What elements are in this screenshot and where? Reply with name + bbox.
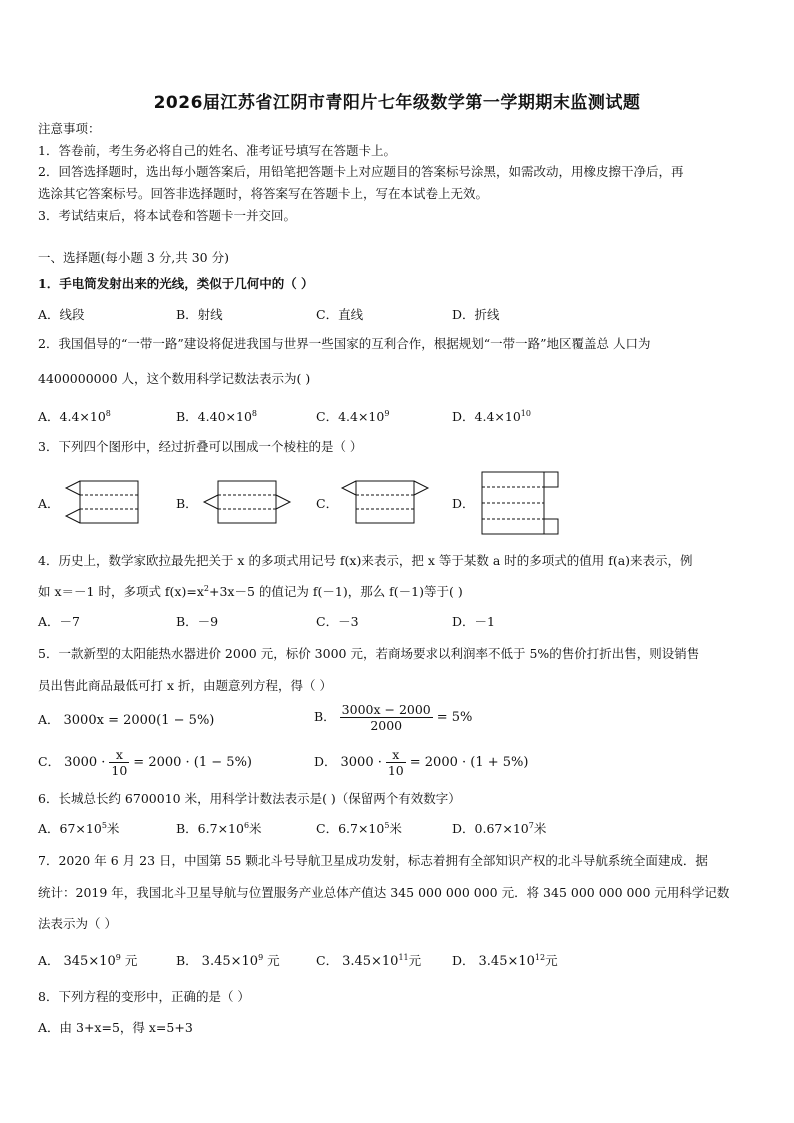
notice-heading: 注意事项： [38,121,101,136]
q3-figure-b [198,478,298,528]
notice-item-3: 3．考试结束后，将本试卷和答题卡一并交回。 [38,208,296,223]
q2-option-a: A．$4.4\times 10^8$ [38,409,111,424]
q3-option-a: A． [38,496,60,511]
q3-option-c: C． [316,496,339,511]
q7-stem-line1: 7．2020 年 6 月 23 日，中国第 55 颗北斗号导航卫星成功发射，标志着拥有全部知识产权的北斗导航系统全面建成．据 [38,853,708,868]
q1-stem: 1．手电筒发射出来的光线，类似于几何中的（ ） [38,276,314,291]
q7-option-d: D． $3.45\times 10^{12}$元 [452,953,558,969]
q7-option-a: A． $345\times 10^9$ 元 [38,953,138,969]
q5-option-d: D． 3000 · $\frac{x}{10}$ = 2000 · (1 + 5%) [314,747,529,778]
q8-option-a: A．由 3+x=5，得 x=5+3 [38,1020,193,1035]
q1-option-a: A．线段 [38,307,85,322]
q5-stem-line1: 5．一款新型的太阳能热水器进价 2000 元，标价 3000 元，若商场要求以利润率不低于 5%的售价打折出售，则设销售 [38,646,700,661]
q4-stem-line2: 如 x＝－1 时，多项式 $f(x)=x^2+3x-5$ 的值记为 f(－1)，那么 f(－1)等于( ) [38,584,463,599]
q2-stem-line2: 4400000000 人，这个数用科学记数法表示为( ) [38,371,311,386]
q5-option-c: C． 3000 · $\frac{x}{10}$ = 2000 · (1 − 5%) [38,747,252,778]
q3-figure-c [338,478,438,528]
q1-option-c: C．直线 [316,307,364,322]
q1-option-d: D．折线 [452,307,500,322]
page-title: 2026届江苏省江阴市青阳片七年级数学第一学期期末监测试题 [153,93,641,113]
notice-item-2: 2．回答选择题时，选出每小题答案后，用铅笔把答题卡上对应题目的答案标号涂黑，如需改动，用橡皮擦干净后，再 [38,164,684,179]
q5-d-fraction: $\frac{x}{10}$ [387,747,404,778]
q6-option-c: C．$6.7\times 10^5$米 [316,821,402,836]
q6-option-b: B．$6.7\times 10^6$米 [176,821,262,836]
q5-b-fraction: $\frac{3000x - 2000}{2000}$ [341,702,431,733]
q6-option-d: D．$0.67\times 10^7$米 [452,821,547,836]
q4-option-c: C．－3 [316,614,359,629]
q3-option-d: D． [452,496,475,511]
notice-item-2-cont: 选涂其它答案标号。回答非选择题时，将答案写在答题卡上，写在本试卷上无效。 [38,186,489,201]
q5-a-equation: 3000x = 2000(1 − 5%) [63,713,215,728]
q2-stem-line1: 2．我国倡导的“一带一路”建设将促进我国与世界一些国家的互利合作，根据规划“一带一路”地区覆盖总 人口为 [38,336,651,351]
q7-stem-line2: 统计：2019 年，我国北斗卫星导航与位置服务产业总体产值达 345 000 000 000 元．将 345 000 000 000 元用科学记数 [38,885,730,900]
q3-figure-d [478,470,568,536]
q5-option-b: B． $\frac{3000x - 2000}{2000}$ = 5% [314,702,473,733]
q4-option-a: A．－7 [38,614,80,629]
q5-stem-line2: 员出售此商品最低可打 x 折，由题意列方程，得（ ） [38,678,332,693]
q4-option-b: B．－9 [176,614,219,629]
q3-stem: 3．下列四个图形中，经过折叠可以围成一个棱柱的是（ ） [38,439,363,454]
q1-option-b: B．射线 [176,307,223,322]
q4-stem-line1: 4．历史上，数学家欧拉最先把关于 x 的多项式用记号 f(x)来表示，把 x 等于某数 a 时的多项式的值用 f(a)来表示，例 [38,553,693,568]
q2-option-b: B．$4.40\times 10^8$ [176,409,257,424]
q5-c-fraction: $\frac{x}{10}$ [111,747,128,778]
q3-option-b: B． [176,496,198,511]
q2-option-d: D．$4.4\times 10^{10}$ [452,409,531,424]
q2-option-c: C．$4.4\times 10^9$ [316,409,390,424]
notice-item-1: 1．答卷前，考生务必将自己的姓名、准考证号填写在答题卡上。 [38,143,396,158]
q4-option-d: D．－1 [452,614,495,629]
q7-option-c: C． $3.45\times 10^{11}$元 [316,953,422,969]
q7-option-b: B． $3.45\times 10^9$ 元 [176,953,280,969]
q7-stem-line3: 法表示为（ ） [38,916,117,931]
q5-option-a: A． 3000x = 2000(1 − 5%) [38,712,215,728]
q6-stem: 6．长城总长约 6700010 米，用科学计数法表示是( )（保留两个有效数字） [38,791,461,806]
section-heading: 一、选择题(每小题 3 分,共 30 分) [38,250,229,265]
q8-stem: 8．下列方程的变形中，正确的是（ ） [38,989,250,1004]
q3-figure-a [60,478,150,528]
q6-option-a: A．$67\times 10^5$米 [38,821,120,836]
